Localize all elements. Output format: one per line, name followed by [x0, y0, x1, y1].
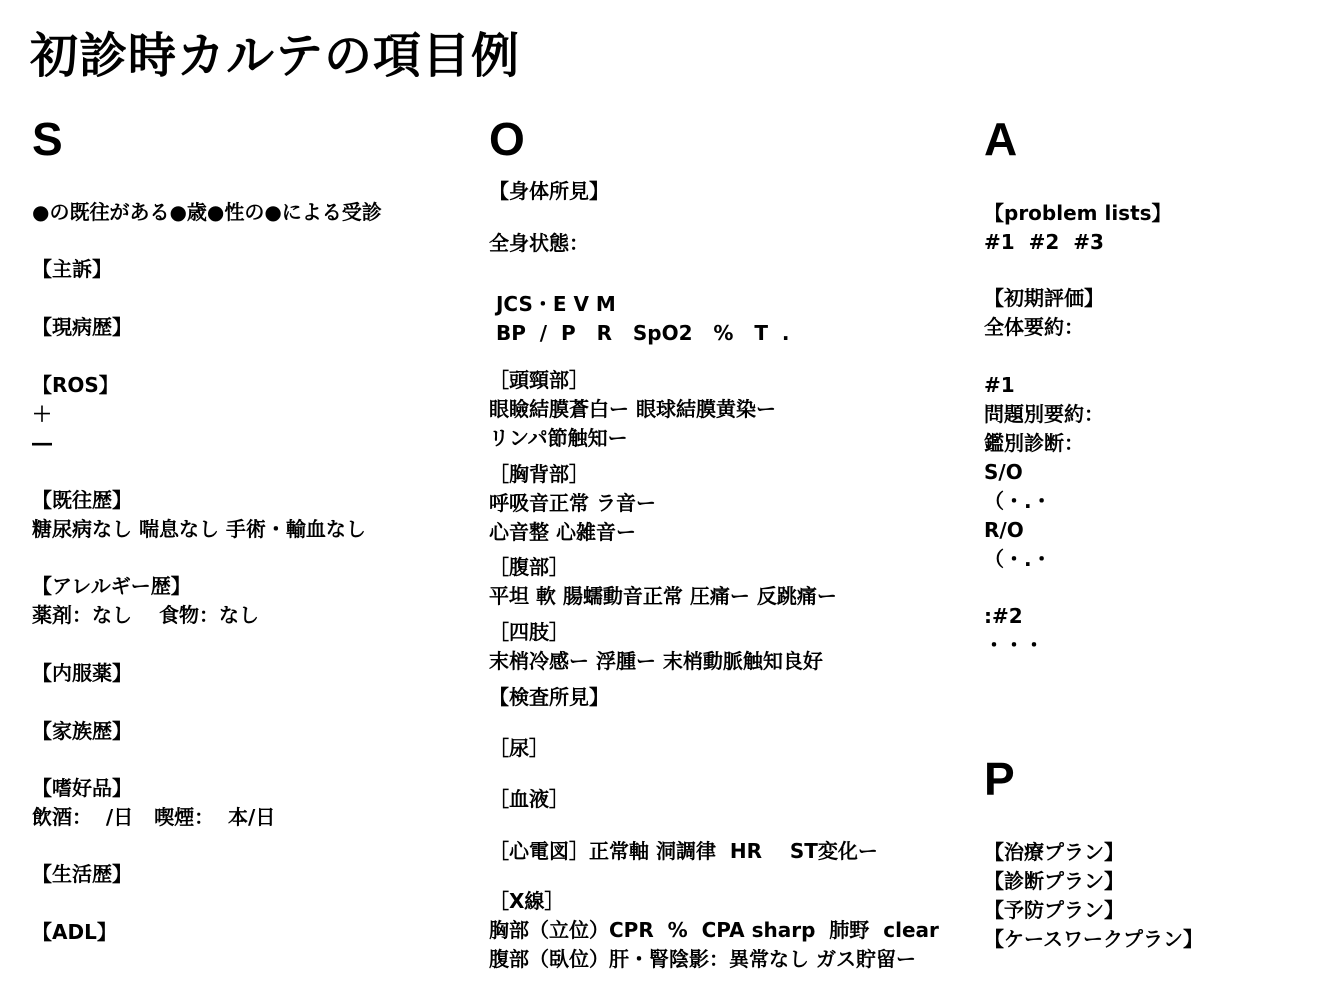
- o-line-3: JCS・E V M: [489, 292, 616, 316]
- s-line-5: ＋: [32, 402, 52, 426]
- s-line-12: 【家族歴】: [32, 719, 132, 743]
- o-line-21: 腹部（臥位）肝・腎陰影：異常なし ガス貯留ー: [489, 947, 916, 971]
- p-line-3: 【予防プラン】: [984, 898, 1124, 922]
- page-title: 初診時カルテの項目例: [30, 28, 521, 84]
- o-line-12: 平坦 軟 腸蠕動音正常 圧痛ー 反跳痛ー: [489, 584, 837, 608]
- o-line-20: 胸部（立位）CPR % CPA sharp 肺野 clear: [489, 918, 939, 942]
- a-line-2: #1 #2 #3: [984, 230, 1104, 254]
- s-line-14: 飲酒： /日 喫煙： 本/日: [32, 805, 276, 829]
- s-line-8: 糖尿病なし 喘息なし 手術・輸血なし: [32, 517, 366, 541]
- s-line-11: 【内服薬】: [32, 661, 132, 685]
- o-line-18: ［心電図］正常軸 洞調律 HR ST変化ー: [489, 839, 878, 863]
- o-line-8: ［胸背部］: [489, 462, 589, 486]
- o-line-10: 心音整 心雑音ー: [489, 520, 636, 544]
- s-line-2: 【主訴】: [32, 257, 112, 281]
- a-line-13: ・・・: [984, 633, 1044, 657]
- s-line-9: 【アレルギー歴】: [32, 574, 191, 598]
- o-line-15: 【検査所見】: [489, 685, 609, 709]
- a-line-10: R/O: [984, 518, 1024, 542]
- o-line-1: 【身体所見】: [489, 179, 609, 203]
- p-line-4: 【ケースワークプラン】: [984, 927, 1203, 951]
- section-o-heading: O: [489, 113, 525, 165]
- o-line-11: ［腹部］: [489, 555, 569, 579]
- s-line-13: 【嗜好品】: [32, 776, 132, 800]
- o-line-17: ［血液］: [489, 787, 569, 811]
- p-line-2: 【診断プラン】: [984, 869, 1124, 893]
- s-line-4: 【ROS】: [32, 373, 119, 397]
- o-line-7: リンパ節触知ー: [489, 426, 628, 450]
- section-p-heading: P: [984, 753, 1015, 805]
- section-s-heading: S: [32, 113, 63, 165]
- o-line-4: BP / P R SpO2 % T .: [489, 321, 790, 345]
- a-line-9: （・.・: [984, 489, 1052, 513]
- section-a-heading: A: [984, 113, 1018, 165]
- a-line-12: :#2: [984, 604, 1023, 628]
- s-line-15: 【生活歴】: [32, 862, 132, 886]
- a-line-5: #1: [984, 373, 1015, 397]
- o-line-14: 末梢冷感ー 浮腫ー 末梢動脈触知良好: [489, 649, 823, 673]
- o-line-13: ［四肢］: [489, 620, 569, 644]
- o-line-5: ［頭頸部］: [489, 368, 589, 392]
- a-line-4: 全体要約：: [984, 315, 1084, 339]
- a-line-8: S/O: [984, 460, 1023, 484]
- o-line-19: ［X線］: [489, 889, 565, 913]
- a-line-11: （・.・: [984, 547, 1052, 571]
- p-line-1: 【治療プラン】: [984, 840, 1124, 864]
- s-line-6: ―: [32, 431, 52, 455]
- o-line-6: 眼瞼結膜蒼白ー 眼球結膜黄染ー: [489, 397, 776, 421]
- a-line-3: 【初期評価】: [984, 286, 1104, 310]
- s-line-16: 【ADL】: [32, 920, 117, 944]
- s-line-10: 薬剤：なし 食物：なし: [32, 603, 259, 627]
- s-line-7: 【既往歴】: [32, 488, 132, 512]
- o-line-16: ［尿］: [489, 736, 549, 760]
- a-line-6: 問題別要約：: [984, 402, 1104, 426]
- s-line-1: ●の既往がある●歳●性の●による受診: [32, 200, 382, 224]
- o-line-9: 呼吸音正常 ラ音ー: [489, 491, 656, 515]
- s-line-3: 【現病歴】: [32, 315, 132, 339]
- a-line-7: 鑑別診断：: [984, 431, 1084, 455]
- a-line-1: 【problem lists】: [984, 201, 1172, 225]
- o-line-2: 全身状態：: [489, 231, 589, 255]
